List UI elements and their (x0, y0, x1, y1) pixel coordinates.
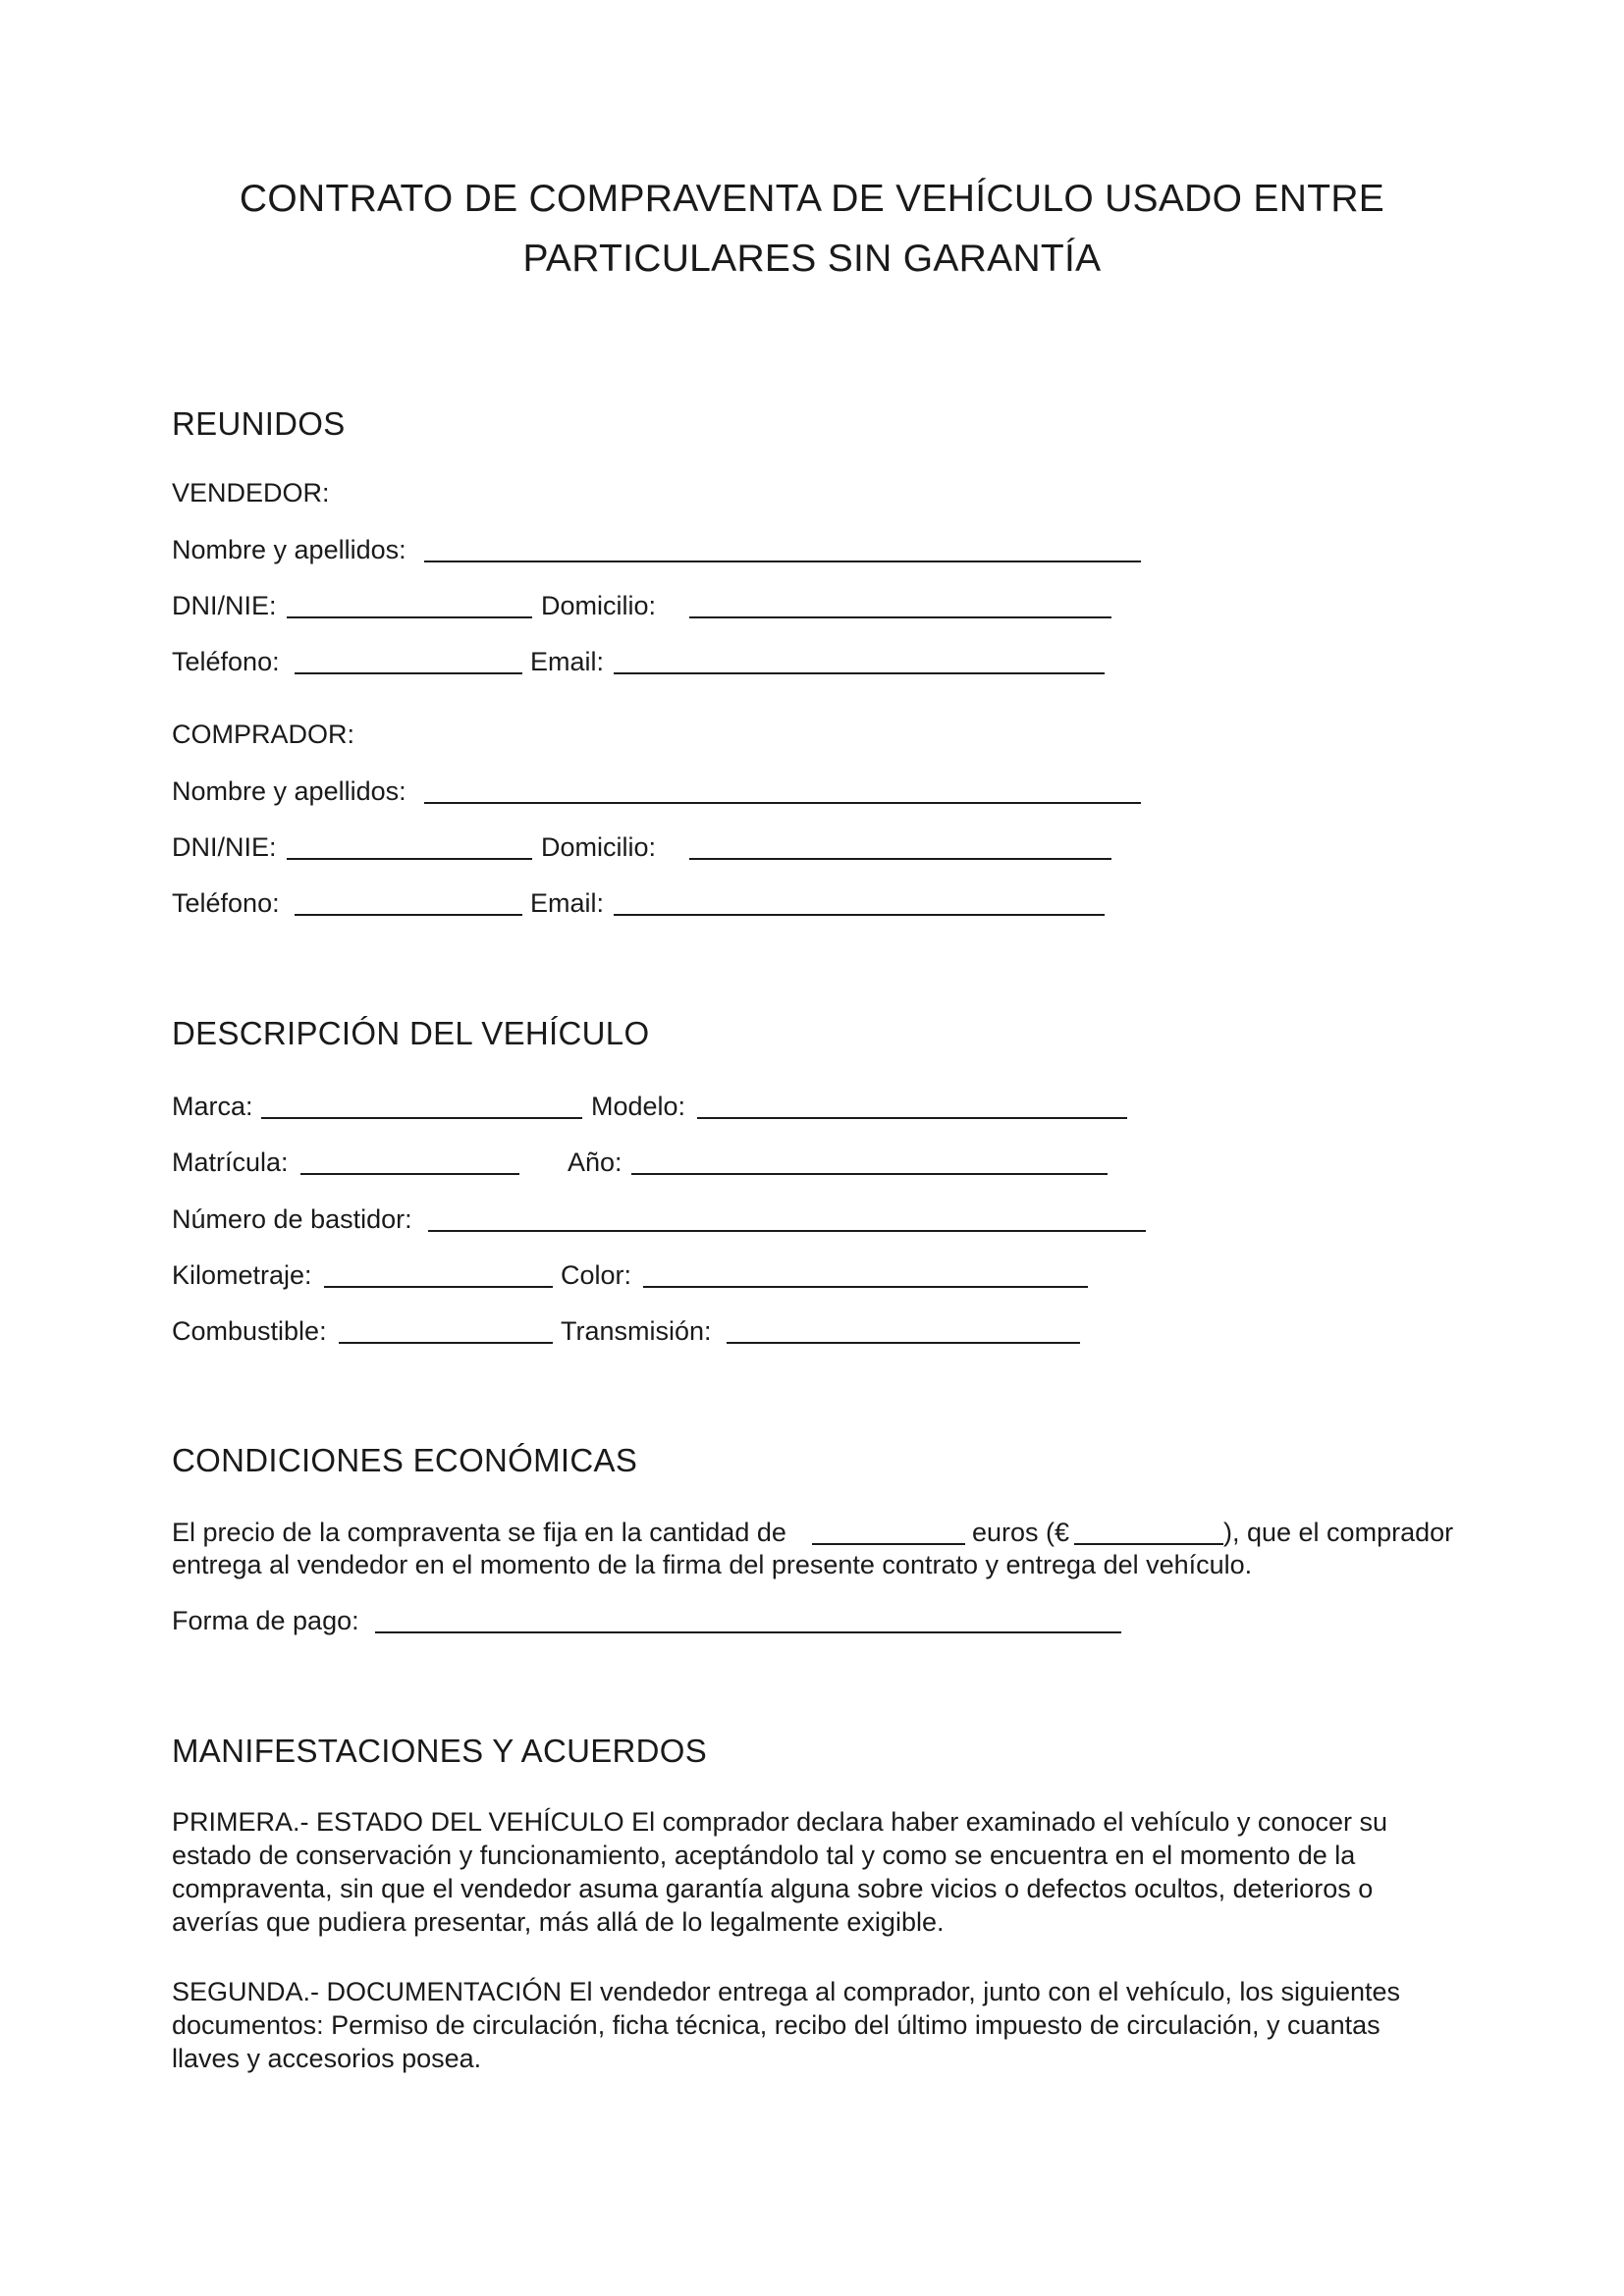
precio-text-a: El precio de la compraventa se fija en la cantidad de (172, 1518, 786, 1547)
comprador-email-field[interactable] (614, 914, 1105, 916)
comprador-dni-label: DNI/NIE: (172, 832, 277, 862)
anio-field[interactable] (631, 1173, 1108, 1175)
kilometraje-label: Kilometraje: (172, 1260, 312, 1290)
clausula-segunda-line-1: SEGUNDA.- DOCUMENTACIÓN El vendedor entrega al comprador, junto con el vehículo, los siguientes (172, 1977, 1401, 2006)
title-line-1: CONTRATO DE COMPRAVENTA DE VEHÍCULO USADO ENTRE (239, 178, 1385, 220)
comprador-nombre-field[interactable] (424, 802, 1141, 804)
vendedor-email-field[interactable] (614, 672, 1105, 674)
clausula-segunda (172, 1975, 1478, 2075)
vendedor-dni-label: DNI/NIE: (172, 591, 277, 620)
comprador-label: COMPRADOR: (172, 720, 355, 749)
vendedor-domicilio-label: Domicilio: (541, 591, 657, 620)
transmision-field[interactable] (727, 1342, 1080, 1344)
marca-label: Marca: (172, 1092, 253, 1121)
section-heading-reunidos: REUNIDOS (172, 405, 346, 442)
comprador-telefono-label: Teléfono: (172, 888, 280, 918)
forma-pago-label: Forma de pago: (172, 1606, 359, 1635)
comprador-telefono-field[interactable] (295, 914, 522, 916)
kilometraje-field[interactable] (324, 1286, 553, 1288)
comprador-domicilio-field[interactable] (689, 858, 1111, 860)
bastidor-field[interactable] (428, 1230, 1146, 1232)
section-heading-economicas: CONDICIONES ECONÓMICAS (172, 1442, 638, 1478)
comprador-nombre-label: Nombre y apellidos: (172, 776, 406, 806)
vendedor-domicilio-field[interactable] (689, 616, 1111, 618)
vendedor-nombre-label: Nombre y apellidos: (172, 535, 406, 564)
combustible-field[interactable] (339, 1342, 553, 1344)
document-title (0, 169, 1624, 289)
vendedor-label: VENDEDOR: (172, 478, 330, 507)
section-heading-acuerdos: MANIFESTACIONES Y ACUERDOS (172, 1733, 708, 1769)
title-line-2: PARTICULARES SIN GARANTÍA (522, 238, 1102, 280)
comprador-email-label: Email: (530, 888, 605, 918)
vendedor-nombre-field[interactable] (424, 561, 1141, 562)
precio-euros-field[interactable] (1074, 1543, 1223, 1545)
comprador-domicilio-label: Domicilio: (541, 832, 657, 862)
clausula-primera-line-2: estado de conservación y funcionamiento, aceptándolo tal y como se encuentra en el momento de la (172, 1841, 1356, 1870)
matricula-field[interactable] (300, 1173, 519, 1175)
color-field[interactable] (643, 1286, 1088, 1288)
clausula-segunda-line-2: documentos: Permiso de circulación, ficha técnica, recibo del último impuesto de circulación, y cuantas (172, 2010, 1380, 2040)
modelo-field[interactable] (697, 1117, 1127, 1119)
precio-text-d: entrega al vendedor en el momento de la firma del presente contrato y entrega del vehículo. (172, 1550, 1253, 1579)
combustible-label: Combustible: (172, 1316, 327, 1346)
clausula-primera-line-1: PRIMERA.- ESTADO DEL VEHÍCULO El comprador declara haber examinado el vehículo y conocer su (172, 1807, 1388, 1837)
precio-text-c: ), que el comprador (1223, 1518, 1454, 1547)
vendedor-telefono-label: Teléfono: (172, 647, 280, 676)
clausula-primera (172, 1805, 1478, 1939)
comprador-dni-field[interactable] (287, 858, 532, 860)
forma-pago-field[interactable] (375, 1631, 1121, 1633)
vendedor-telefono-field[interactable] (295, 672, 522, 674)
bastidor-label: Número de bastidor: (172, 1204, 412, 1234)
precio-letras-field[interactable] (812, 1543, 965, 1545)
color-label: Color: (561, 1260, 632, 1290)
anio-label: Año: (568, 1148, 623, 1177)
section-heading-vehiculo: DESCRIPCIÓN DEL VEHÍCULO (172, 1015, 650, 1051)
vendedor-email-label: Email: (530, 647, 605, 676)
vendedor-dni-field[interactable] (287, 616, 532, 618)
precio-text-b: euros (€ (972, 1518, 1070, 1547)
modelo-label: Modelo: (591, 1092, 686, 1121)
clausula-primera-line-3: compraventa, sin que el vendedor asuma garantía alguna sobre vicios o defectos ocultos, deterioros o (172, 1874, 1374, 1903)
matricula-label: Matrícula: (172, 1148, 289, 1177)
clausula-primera-line-4: averías que pudiera presentar, más allá de lo legalmente exigible. (172, 1907, 945, 1937)
transmision-label: Transmisión: (561, 1316, 712, 1346)
marca-field[interactable] (261, 1117, 582, 1119)
clausula-segunda-line-3: llaves y accesorios posea. (172, 2044, 482, 2073)
